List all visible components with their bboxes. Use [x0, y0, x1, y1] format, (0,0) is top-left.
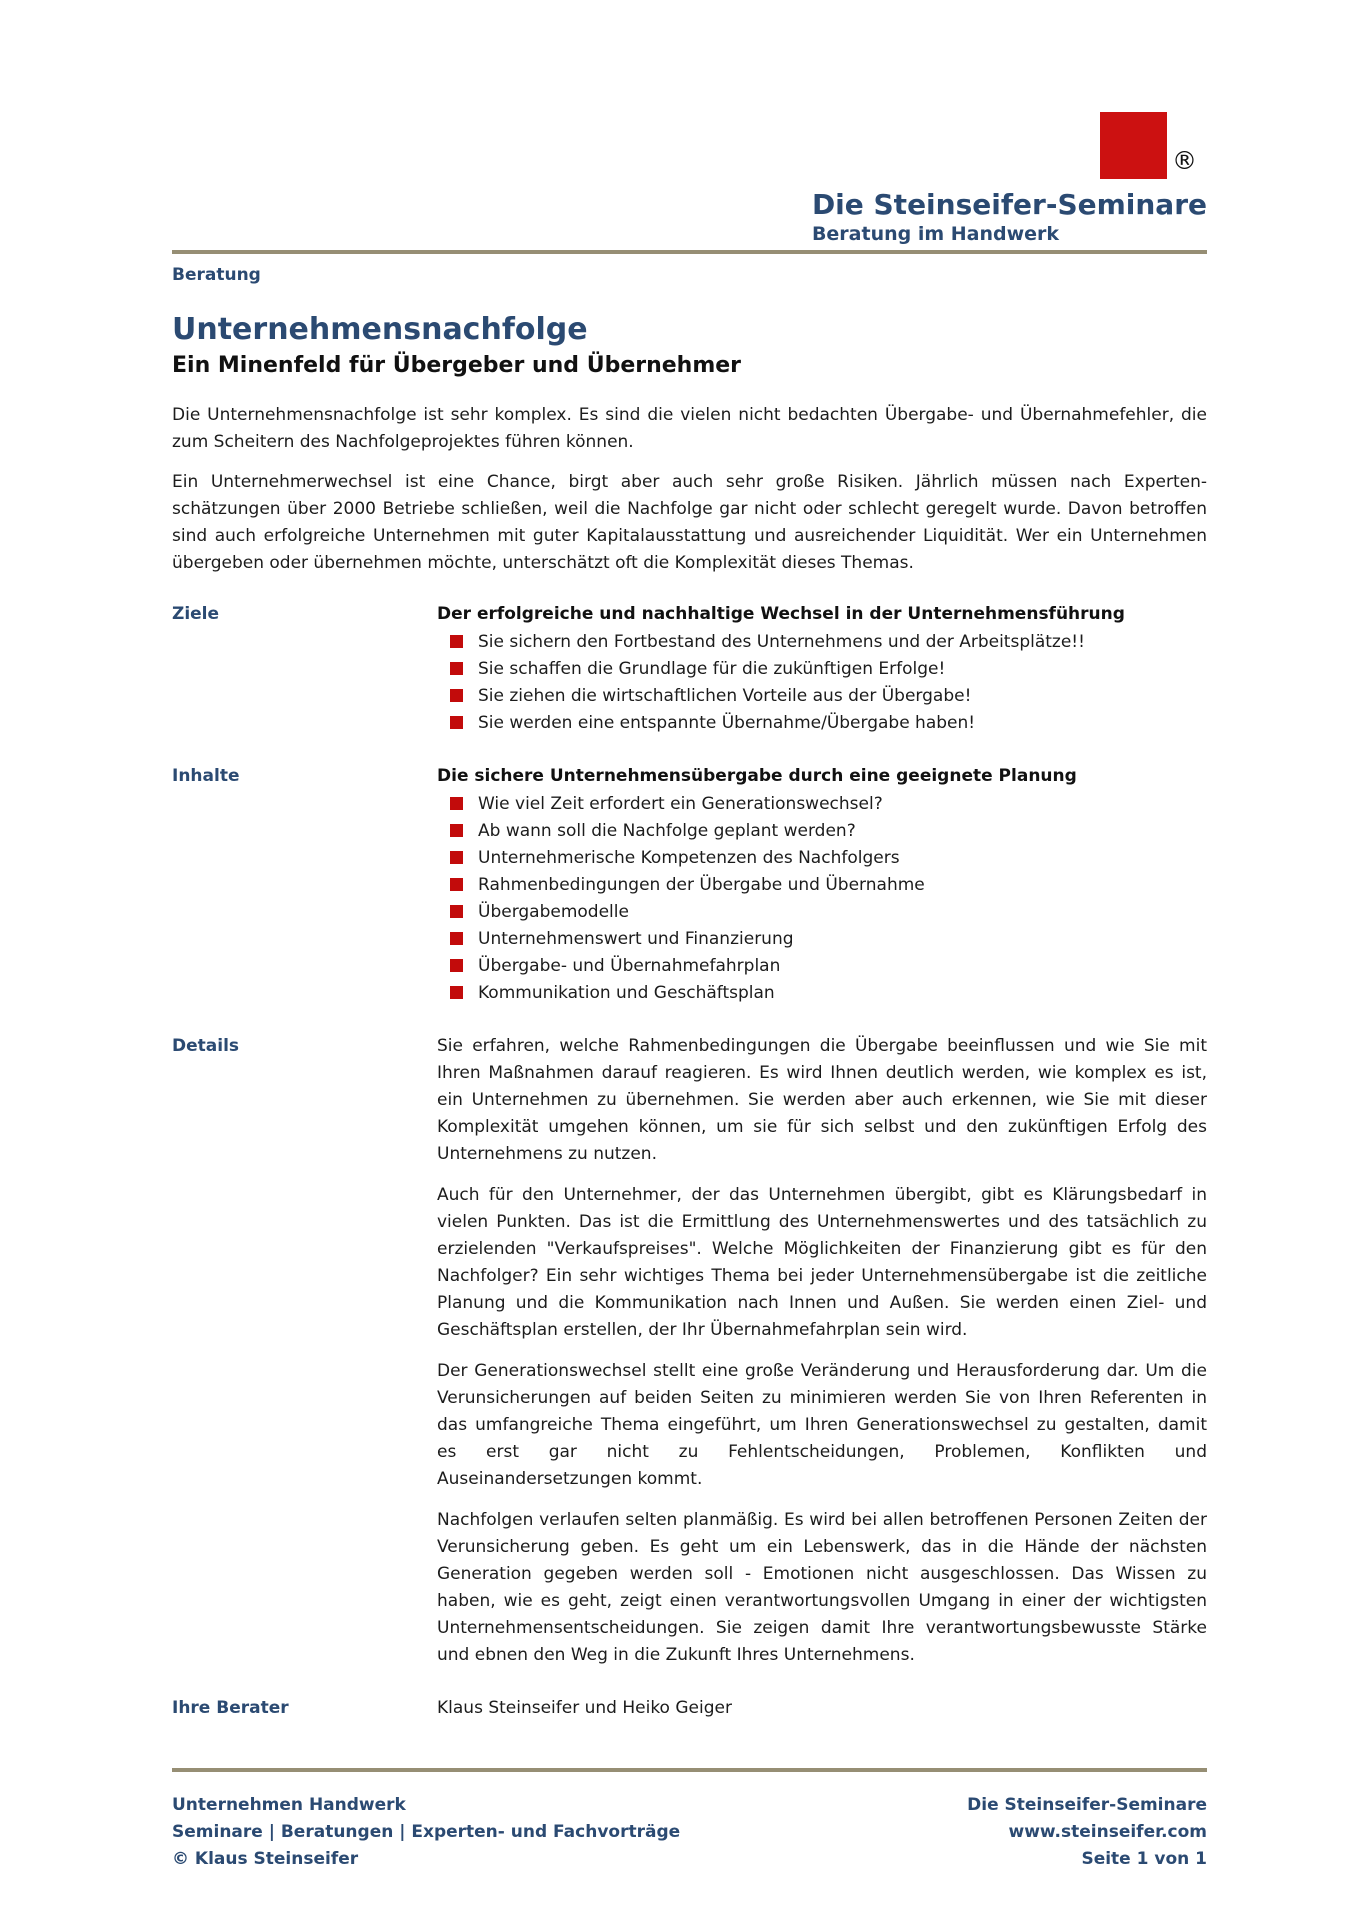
footer-right-column: [967, 1792, 1207, 1873]
section-details: [172, 1033, 1207, 1669]
section-label-details: Details: [172, 1036, 240, 1056]
details-paragraph: Nachfolgen verlaufen selten planmäßig. Es wird bei allen betroffenen Personen Zeiten der Verunsicherung geben. Es geht um ein Lebenswerk, das in die Hände der nächsten Generation gegeben werden soll - Emotionen nicht ausgeschlossen. Das Wissen zu haben, wie es geht, zeigt einen verantwortungsvollen Umgang in einer der wichtigsten Unternehmensentscheidungen. Sie zeigen damit Ihre verantwortungsbewusste Stärke und ebnen den Weg in die Zukunft Ihres Unternehmens.: [437, 1510, 1207, 1665]
section-heading-ziele: Der erfolgreiche und nachhaltige Wechsel in der Unternehmensführung: [437, 604, 1125, 624]
bullet-text: Unternehmerische Kompetenzen des Nachfolgers: [478, 848, 900, 868]
footer-copyright: © Klaus Steinseifer: [172, 1849, 359, 1869]
bullet-square-icon: [450, 905, 463, 918]
footer-page-number: Seite 1 von 1: [1081, 1849, 1207, 1869]
bullet-text: Sie schaffen die Grundlage für die zukünftigen Erfolge!: [478, 659, 946, 679]
document-body: [172, 264, 1207, 1748]
bullet-text: Sie werden eine entspannte Übernahme/Übergabe haben!: [478, 713, 976, 733]
bullet-text: Rahmenbedingungen der Übergabe und Übernahme: [478, 875, 925, 895]
section-inhalte: [172, 763, 1207, 1007]
brand-title: Die Steinseifer-Seminare: [811, 188, 1207, 221]
list-item: [437, 980, 1207, 1007]
bullet-text: Sie sichern den Fortbestand des Unternehmens und der Arbeitsplätze!!: [478, 632, 1085, 652]
page-footer: [172, 1768, 1207, 1873]
list-item: [437, 791, 1207, 818]
category-label: Beratung: [172, 265, 261, 285]
bullet-text: Ab wann soll die Nachfolge geplant werden?: [478, 821, 856, 841]
list-item: [437, 953, 1207, 980]
list-item: [437, 926, 1207, 953]
list-item: [437, 899, 1207, 926]
bullet-square-icon: [450, 851, 463, 864]
bullet-text: Sie ziehen die wirtschaftlichen Vorteile aus der Übergabe!: [478, 686, 972, 706]
list-item: [437, 818, 1207, 845]
bullet-square-icon: [450, 662, 463, 675]
bullet-square-icon: [450, 635, 463, 648]
details-paragraph: Der Generationswechsel stellt eine große Veränderung und Herausforderung dar. Um die Verunsicherungen auf beiden Seiten zu minimieren werden Sie von Ihren Referenten in das umfangreiche Thema eingeführt, um Ihren Generationswechsel zu gestalten, damit es erst gar nicht zu Fehlentscheidungen, Problemen, Konflikten und Auseinandersetzungen kommt.: [437, 1361, 1207, 1489]
bullet-square-icon: [450, 986, 463, 999]
registered-trademark-icon: ®: [1172, 146, 1197, 175]
list-item: [437, 656, 1207, 683]
bullet-square-icon: [450, 959, 463, 972]
bullet-text: Wie viel Zeit erfordert ein Generationswechsel?: [478, 794, 883, 814]
section-content-ziele: [437, 601, 1207, 737]
section-ziele: [172, 601, 1207, 737]
bullet-square-icon: [450, 797, 463, 810]
intro-paragraph: Ein Unternehmerwechsel ist eine Chance, birgt aber auch sehr große Risiken. Jährlich müssen nach Expertenschätzungen über 2000 Betriebe schließen, weil die Nachfolge gar nicht oder schlecht geregelt wurde. Davon betroffen sind auch erfolgreiche Unternehmen mit guter Kapitalausstattung und ausreichender Liquidität. Wer ein Unternehmen übergeben oder übernehmen möchte, unterschätzt oft die Komplexität dieses Themas.: [172, 472, 1207, 573]
section-content-inhalte: [437, 763, 1207, 1007]
bullet-square-icon: [450, 824, 463, 837]
header-divider: [172, 250, 1207, 254]
list-item: [437, 683, 1207, 710]
ziele-bullet-list: [437, 629, 1207, 737]
brand-logo-square-icon: [1100, 112, 1167, 179]
sections: [172, 601, 1207, 1722]
bullet-text: Kommunikation und Geschäftsplan: [478, 983, 775, 1003]
bullet-text: Übergabe- und Übernahmefahrplan: [478, 956, 781, 976]
bullet-square-icon: [450, 716, 463, 729]
footer-services-line: Seminare | Beratungen | Experten- und Fachvorträge: [172, 1822, 681, 1842]
details-paragraph: Sie erfahren, welche Rahmenbedingungen die Übergabe beeinflussen und wie Sie mit Ihren Maßnahmen darauf reagieren. Es wird Ihnen deutlich werden, wie komplex es ist, ein Unternehmen zu übernehmen. Sie werden aber auch erkennen, wie Sie mit dieser Komplexität umgehen können, um sie für sich selbst und den zukünftigen Erfolg des Unternehmens zu nutzen.: [437, 1036, 1207, 1164]
section-label-ziele: Ziele: [172, 604, 220, 624]
footer-brand-name: Die Steinseifer-Seminare: [967, 1795, 1207, 1815]
page-title: Unternehmensnachfolge: [172, 312, 588, 347]
bullet-text: Übergabemodelle: [478, 902, 629, 922]
brand-tagline: Beratung im Handwerk: [811, 223, 1060, 245]
bullet-square-icon: [450, 689, 463, 702]
bullet-text: Unternehmenswert und Finanzierung: [478, 929, 794, 949]
page-subtitle: Ein Minenfeld für Übergeber und Übernehmer: [172, 353, 742, 378]
footer-divider: [172, 1768, 1207, 1772]
brand-block: [812, 188, 1207, 246]
footer-left-column: [172, 1792, 680, 1873]
consultants-names: Klaus Steinseifer und Heiko Geiger: [437, 1698, 732, 1718]
list-item: [437, 872, 1207, 899]
section-heading-inhalte: Die sichere Unternehmensübergabe durch eine geeignete Planung: [437, 766, 1077, 786]
bullet-square-icon: [450, 932, 463, 945]
section-label-inhalte: Inhalte: [172, 766, 240, 786]
details-paragraph: Auch für den Unternehmer, der das Unternehmen übergibt, gibt es Klärungsbedarf in vielen Punkten. Das ist die Ermittlung des Unternehmenswertes und des tatsächlich zu erzielenden "Verkaufspreises". Welche Möglichkeiten der Finanzierung gibt es für den Nachfolger? Ein sehr wichtiges Thema bei jeder Unternehmensübergabe ist die zeitliche Planung und die Kommunikation nach Innen und Außen. Sie werden einen Ziel- und Geschäftsplan erstellen, der Ihr Übernahmefahrplan sein wird.: [437, 1185, 1207, 1340]
footer-company-name: Unternehmen Handwerk: [172, 1795, 406, 1815]
section-label-berater: Ihre Berater: [172, 1698, 289, 1718]
inhalte-bullet-list: [437, 791, 1207, 1007]
section-content-details: [437, 1033, 1207, 1669]
footer-website-link[interactable]: www.steinseifer.com: [1008, 1822, 1207, 1842]
intro-paragraphs: [172, 402, 1207, 577]
list-item: [437, 629, 1207, 656]
bullet-square-icon: [450, 878, 463, 891]
section-berater: [172, 1695, 1207, 1722]
intro-paragraph: Die Unternehmensnachfolge ist sehr komplex. Es sind die vielen nicht bedachten Übergabe- und Übernahmefehler, die zum Scheitern des Nachfolgeprojektes führen können.: [172, 405, 1207, 452]
list-item: [437, 710, 1207, 737]
list-item: [437, 845, 1207, 872]
